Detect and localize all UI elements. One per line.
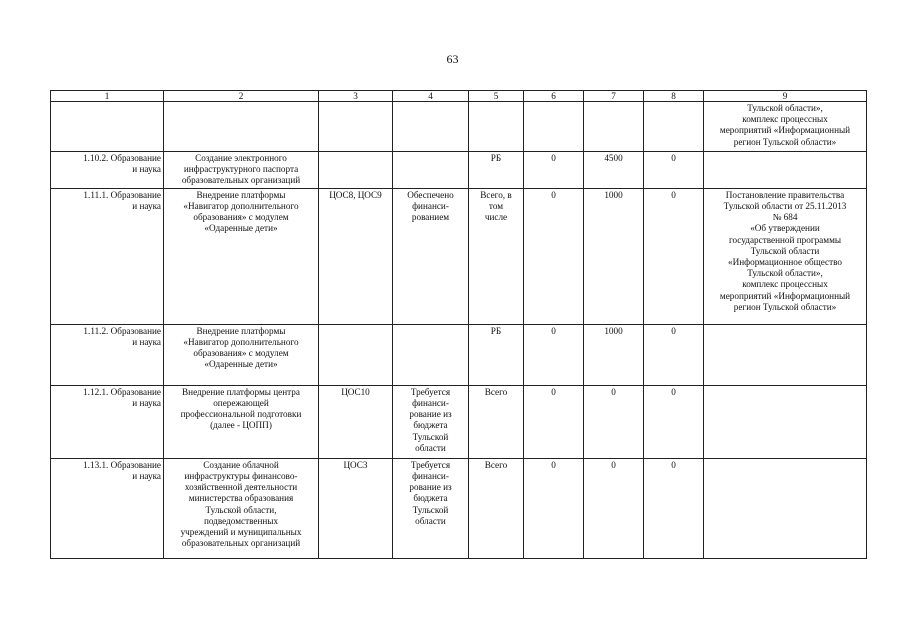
cell-value-6: 0 <box>524 188 584 324</box>
cell-activity: Внедрение платформы «Навигатор дополнительного образования» с модулем «Одаренные дети» <box>164 324 319 385</box>
cell-value-8: 0 <box>644 152 704 189</box>
cell-funding-status: Требуется финанси- рование из бюджета Тульской области <box>393 458 469 558</box>
cell-value-7: 1000 <box>584 188 644 324</box>
cell-document <box>704 324 867 385</box>
cell-activity: Внедрение платформы «Навигатор дополнительного образования» с модулем «Одаренные дети» <box>164 188 319 324</box>
cell-activity: Создание электронного инфраструктурного паспорта образовательных организаций <box>164 152 319 189</box>
cell-funding-status: Обеспечено финанси- рованием <box>393 188 469 324</box>
cell-value-6: 0 <box>524 324 584 385</box>
cell-item: 1.10.2. Образование и наука <box>51 152 164 189</box>
cell-funding-status <box>393 102 469 152</box>
cell-funding-status <box>393 324 469 385</box>
cell-document: Тульской области», комплекс процессных мероприятий «Информационный регион Тульской области» <box>704 102 867 152</box>
cell-source: РБ <box>469 324 524 385</box>
cell-value-8: 0 <box>644 458 704 558</box>
table-row <box>51 152 867 189</box>
cell-document <box>704 385 867 458</box>
cell-activity: Внедрение платформы центра опережающей профессиональной подготовки (далее - ЦОПП) <box>164 385 319 458</box>
table-row <box>51 385 867 458</box>
table-row <box>51 188 867 324</box>
header-row <box>51 91 867 102</box>
cell-code <box>319 102 393 152</box>
cell-source: Всего <box>469 385 524 458</box>
cell-code <box>319 152 393 189</box>
cell-value-8: 0 <box>644 324 704 385</box>
cell-document: Постановление правительства Тульской области от 25.11.2013 № 684 «Об утверждении государственной программы Тульской области «Информационное общество Тульской области», комплекс процессных мероприятий «Информационный регион Тульской области» <box>704 188 867 324</box>
cell-value-6: 0 <box>524 152 584 189</box>
cell-source: Всего, в том числе <box>469 188 524 324</box>
cell-document <box>704 152 867 189</box>
column-header: 5 <box>469 91 524 102</box>
cell-item: 1.11.1. Образование и наука <box>51 188 164 324</box>
cell-activity: Создание облачной инфраструктуры финансово- хозяйственной деятельности министерства образования Тульской области, подведомственных учреждений и муниципальных образовательных организаций <box>164 458 319 558</box>
cell-code <box>319 324 393 385</box>
column-header: 2 <box>164 91 319 102</box>
cell-source: Всего <box>469 458 524 558</box>
cell-value-7: 0 <box>584 458 644 558</box>
column-header: 9 <box>704 91 867 102</box>
cell-item: 1.13.1. Образование и наука <box>51 458 164 558</box>
cell-code: ЦОС8, ЦОС9 <box>319 188 393 324</box>
cell-value-7 <box>584 102 644 152</box>
page-number: 63 <box>446 52 459 66</box>
cell-source: РБ <box>469 152 524 189</box>
cell-activity <box>164 102 319 152</box>
cell-source <box>469 102 524 152</box>
cell-item: 1.11.2. Образование и наука <box>51 324 164 385</box>
table-row <box>51 324 867 385</box>
cell-value-7: 4500 <box>584 152 644 189</box>
cell-funding-status: Требуется финанси- рование из бюджета Тульской области <box>393 385 469 458</box>
cell-value-7: 1000 <box>584 324 644 385</box>
table-row <box>51 102 867 152</box>
column-header: 7 <box>584 91 644 102</box>
cell-value-8: 0 <box>644 385 704 458</box>
cell-funding-status <box>393 152 469 189</box>
column-header: 1 <box>51 91 164 102</box>
cell-code: ЦОС3 <box>319 458 393 558</box>
cell-code: ЦОС10 <box>319 385 393 458</box>
column-header: 8 <box>644 91 704 102</box>
cell-item <box>51 102 164 152</box>
cell-value-8 <box>644 102 704 152</box>
column-header: 3 <box>319 91 393 102</box>
cell-value-7: 0 <box>584 385 644 458</box>
column-header: 6 <box>524 91 584 102</box>
cell-value-8: 0 <box>644 188 704 324</box>
cell-item: 1.12.1. Образование и наука <box>51 385 164 458</box>
cell-value-6: 0 <box>524 458 584 558</box>
cell-value-6 <box>524 102 584 152</box>
cell-document <box>704 458 867 558</box>
table-row <box>51 458 867 558</box>
column-header: 4 <box>393 91 469 102</box>
program-table <box>50 90 867 559</box>
cell-value-6: 0 <box>524 385 584 458</box>
